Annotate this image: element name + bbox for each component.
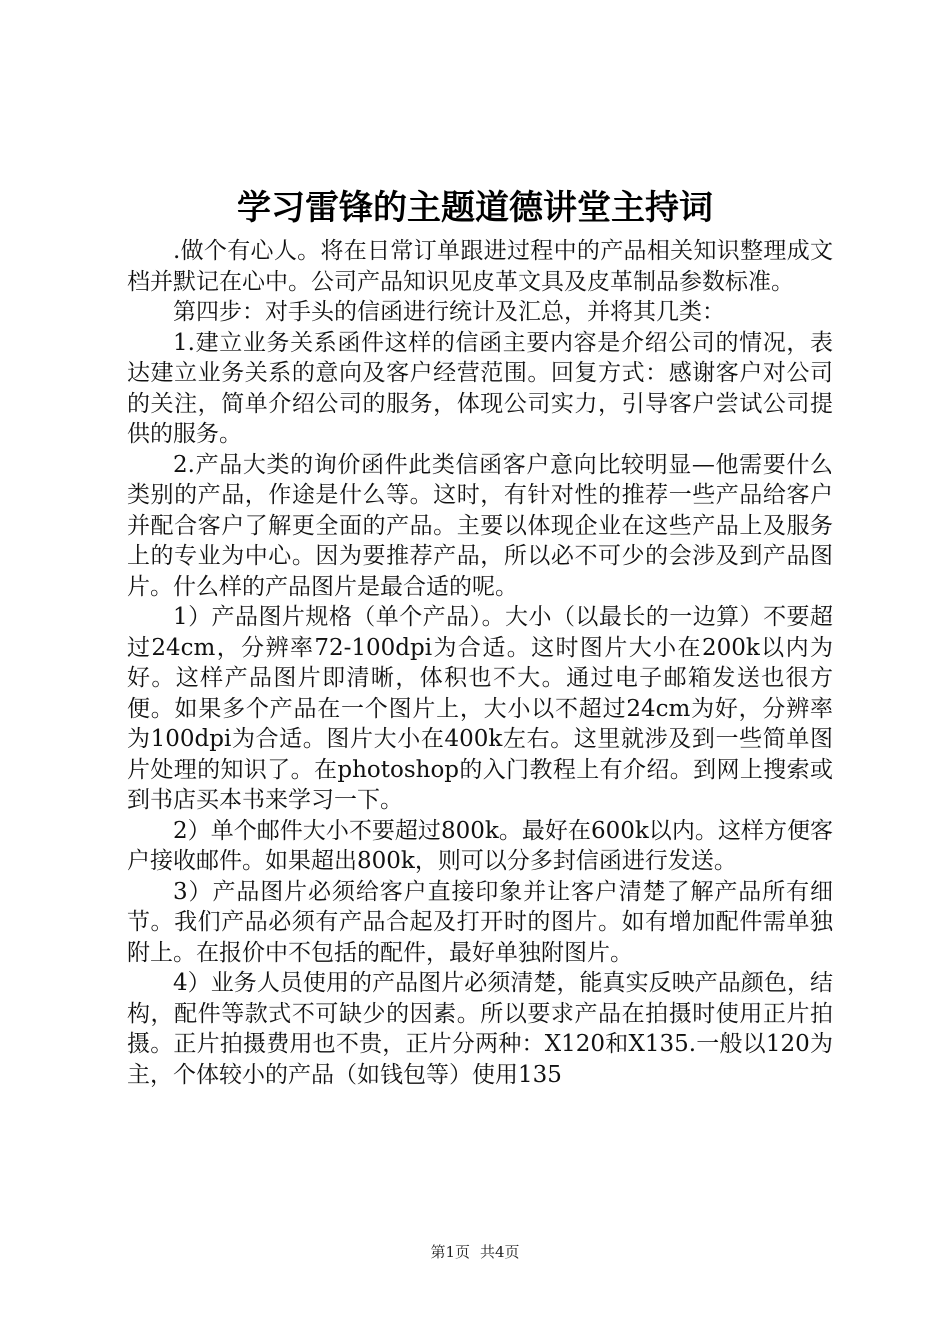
paragraph: 4）业务人员使用的产品图片必须清楚，能真实反映产品颜色，结构，配件等款式不可缺少的因素。所以要求产品在拍摄时使用正片拍摄。正片拍摄费用也不贵，正片分两种：X120和X135.一般以120为主，个体较小的产品（如钱包等）使用135 [127, 970, 833, 1088]
page-total: 共4页 [480, 1243, 520, 1261]
page-footer [0, 1241, 950, 1263]
paragraph: 2.产品大类的询价函件此类信函客户意向比较明显—他需要什么类别的产品，作途是什么等。这时，有针对性的推荐一些产品给客户并配合客户了解更全面的产品。主要以体现企业在这些产品上及服务上的专业为中心。因为要推荐产品，所以必不可少的会涉及到产品图片。什么样的产品图片是最合适的呢。 [127, 451, 833, 600]
document-body [127, 236, 833, 1090]
paragraph: 1）产品图片规格（单个产品）。大小（以最长的一边算）不要超过24cm，分辨率72-100dpi为合适。这时图片大小在200k以内为好。这样产品图片即清晰，体积也不大。通过电子邮箱发送也很方便。如果多个产品在一个图片上，大小以不超过24cm为好，分辨率为100dpi为合适。图片大小在400k左右。这里就涉及到一些简单图片处理的知识了。在photoshop的入门教程上有介绍。到网上搜索或到书店买本书来学习一下。 [127, 604, 833, 813]
paragraph: 3）产品图片必须给客户直接印象并让客户清楚了解产品所有细节。我们产品必须有产品合起及打开时的图片。如有增加配件需单独附上。在报价中不包括的配件，最好单独附图片。 [127, 878, 833, 966]
paragraph: .做个有心人。将在日常订单跟进过程中的产品相关知识整理成文档并默记在心中。公司产品知识见皮革文具及皮革制品参数标准。 [127, 238, 833, 295]
paragraph: 第四步：对手头的信函进行统计及汇总，并将其几类： [173, 299, 725, 325]
document-title: 学习雷锋的主题道德讲堂主持词 [237, 188, 713, 228]
paragraph: 2）单个邮件大小不要超过800k。最好在600k以内。这样方便客户接收邮件。如果超出800k，则可以分多封信函进行发送。 [127, 817, 833, 874]
paragraph: 1.建立业务关系函件这样的信函主要内容是介绍公司的情况，表达建立业务关系的意向及客户经营范围。回复方式：感谢客户对公司的关注，简单介绍公司的服务，体现公司实力，引导客户尝试公司提供的服务。 [127, 329, 833, 447]
page-number: 第1页 [430, 1243, 470, 1261]
